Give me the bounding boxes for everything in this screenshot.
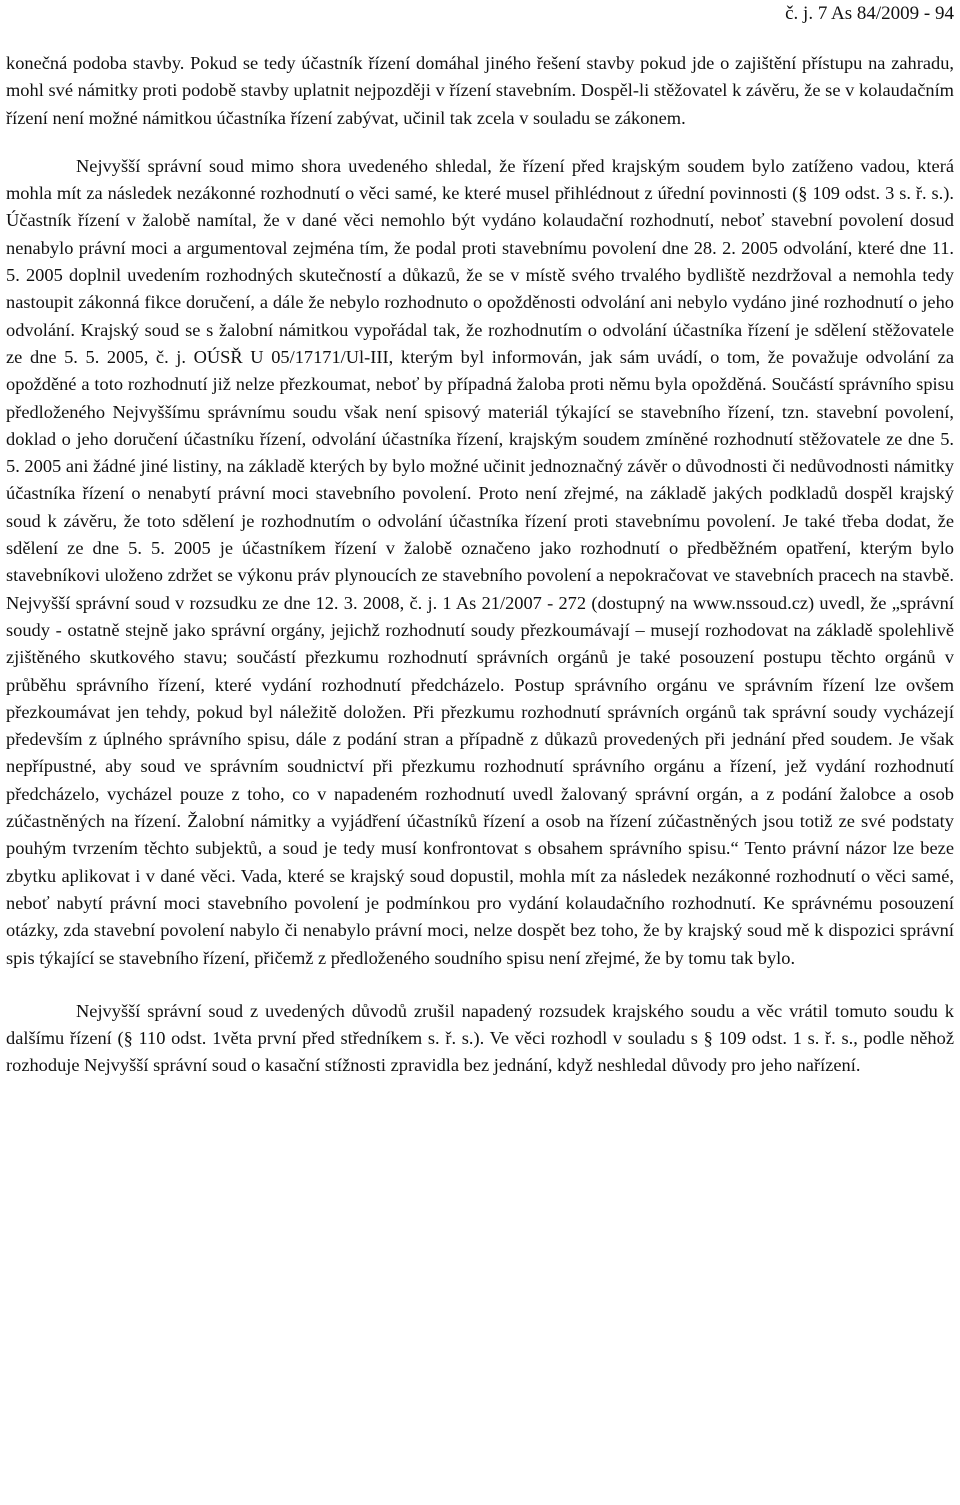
case-number-header: č. j. 7 As 84/2009 - 94: [785, 3, 954, 24]
document-page: [6, 0, 954, 1080]
paragraph-1: konečná podoba stavby. Pokud se tedy účastník řízení domáhal jiného řešení stavby pokud jde o zajištění přístupu na zahradu, mohl své námitky proti podobě stavby uplatnit nejpozději v řízení stavebním. Dospěl-li stěžovatel k závěru, že se v kolaudačním řízení není možné námitkou účastníka řízení zabývat, učinil tak zcela v souladu se zákonem.: [6, 53, 954, 128]
paragraph-2: Nejvyšší správní soud mimo shora uvedeného shledal, že řízení před krajským soudem bylo zatíženo vadou, která mohla mít za následek nezákonné rozhodnutí o věci samé, ke které musel přihlédnout z úřední povinnosti (§ 109 odst. 3 s. ř. s.). Účastník řízení v žalobě namítal, že v dané věci nemohlo být vydáno kolaudační rozhodnutí, neboť stavební povolení dosud nenabylo právní moci a argumentoval zejména tím, že podal proti stavebnímu povolení dne 28. 2. 2005 odvolání, které dne 11. 5. 2005 doplnil uvedením rozhodných skutečností a důkazů, že se v místě svého trvalého bydliště nezdržoval a nemohla tedy nastoupit zákonná fikce doručení, a dále že nebylo rozhodnuto o opožděnosti odvolání ani nebylo vydáno jiné rozhodnutí o jeho odvolání. Krajský soud se s žalobní námitkou vypořádal tak, že rozhodnutím o odvolání účastníka řízení je sdělení stěžovatele ze dne 5. 5. 2005, č. j. OÚSŘ U 05/17171/Ul-III, kterým byl informován, jak sám uvádí, o tom, že považuje odvolání za opožděné a toto rozhodnutí již nelze přezkoumat, neboť by případná žaloba proti němu byla opožděná. Součástí správního spisu předloženého Nejvyššímu správnímu soudu však není spisový materiál týkající se stavebního řízení, tzn. stavební povolení, doklad o jeho doručení účastníku řízení, odvolání účastníka řízení, krajským soudem zmíněné rozhodnutí stěžovatele ze dne 5. 5. 2005 ani žádné jiné listiny, na základě kterých by bylo možné učinit jednoznačný závěr o důvodnosti či nedůvodnosti námitky účastníka řízení o nenabytí právní moci stavebního povolení. Proto není zřejmé, na základě jakých podkladů dospěl krajský soud k závěru, že toto sdělení je rozhodnutím o odvolání účastníka řízení proti stavebnímu povolení. Je také třeba dodat, že sdělení ze dne 5. 5. 2005 je účastníkem řízení v žalobě označeno jako rozhodnutí o předběžném opatření, kterým bylo stavebníkovi uloženo zdržet se výkonu práv plynoucích ze stavebního povolení a nepokračovat ve stavebních pracech na stavbě. Nejvyšší správní soud v rozsudku ze dne 12. 3. 2008, č. j. 1 As 21/2007 - 272 (dostupný na www.nssoud.cz) uvedl, že „správní soudy - ostatně stejně jako správní orgány, jejichž rozhodnutí soudy přezkoumávají – musejí rozhodovat na základě spolehlivě zjištěného skutkového stavu; součástí přezkumu rozhodnutí správních orgánů je také posouzení postupu těchto orgánů v průběhu správního řízení, které vydání rozhodnutí předcházelo. Postup správního orgánu ve správním řízení lze ovšem přezkoumávat jen tehdy, pokud byl náležitě doložen. Při přezkumu rozhodnutí správních orgánů tak správní soudy vycházejí především z úplného správního spisu, dále z podání stran a případně z důkazů provedených při jednání před soudem. Je však nepřípustné, aby soud ve správním soudnictví při přezkumu rozhodnutí správního orgánu a řízení, jež vydání rozhodnutí předcházelo, vycházel pouze z toho, co v napadeném rozhodnutí uvedl žalovaný správní orgán, a z podání žalobce a osob zúčastněných na řízení. Žalobní námitky a vyjádření účastníků řízení a osob na řízení zúčastněných jsou totiž ze své podstaty pouhým tvrzením těchto subjektů, a soud je tedy musí konfrontovat s obsahem správního spisu.“ Tento právní názor lze beze zbytku aplikovat i v dané věci. Vada, které se krajský soud dopustil, mohla mít za následek nezákonné rozhodnutí o věci samé, neboť nabytí právní moci stavebního povolení je podmínkou pro vydání kolaudačního rozhodnutí. Ke správnému posouzení otázky, zda stavební povolení nabylo či nenabylo právní moci, nelze dospět bez toho, že by krajský soud mě k dispozici správní spis týkající se stavebního řízení, přičemž z předloženého soudního spisu není zřejmé, že by tomu tak bylo.: [6, 155, 954, 968]
paragraph-3: Nejvyšší správní soud z uvedených důvodů zrušil napadený rozsudek krajského soudu a věc vrátil tomuto soudu k dalšímu řízení (§ 110 odst. 1věta první před středníkem s. ř. s.). Ve věci rozhodl v souladu s § 109 odst. 1 s. ř. s., podle něhož rozhoduje Nejvyšší správní soud o kasační stížnosti zpravidla bez jednání, když neshledal důvody pro jeho nařízení.: [6, 1000, 954, 1076]
